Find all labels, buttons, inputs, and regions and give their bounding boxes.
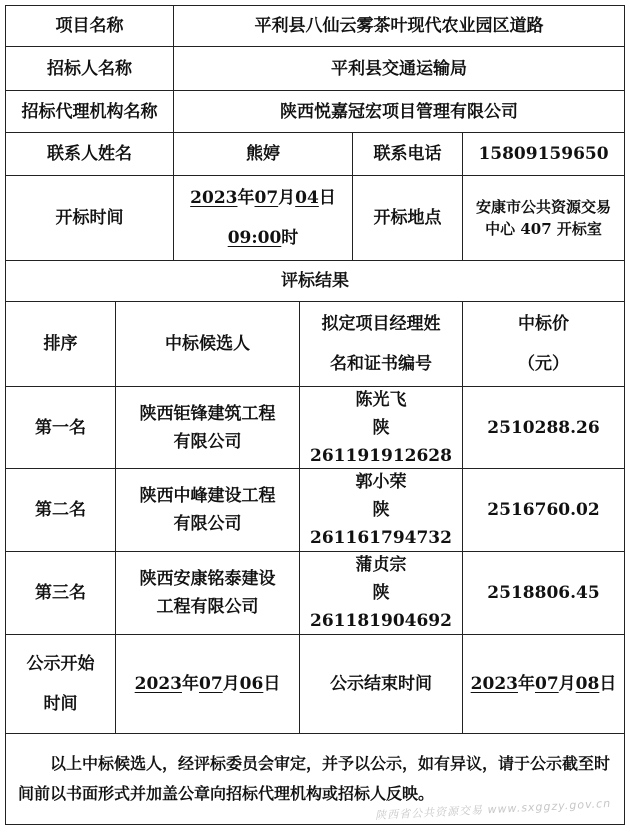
candidate-2-price: 2516760.02	[462, 468, 625, 552]
bid-result-table	[5, 5, 625, 825]
candidate-3-company	[115, 551, 300, 635]
open-place-label: 开标地点	[352, 175, 463, 261]
phone-value: 15809159650	[462, 132, 625, 176]
open-hour: 09:00	[227, 228, 282, 248]
day-unit: 日	[318, 188, 336, 208]
publicity-end-label: 公示结束时间	[299, 634, 463, 734]
candidate-3-cert: 陕 261181904692	[310, 583, 452, 631]
candidate-2-manager	[299, 468, 463, 552]
notice-text: 以上中标候选人，经评标委员会审定，并予以公示，如有异议，请于公示截至时间前以书面形式并加盖公章向招标代理机构或招标人反映。	[5, 733, 625, 825]
candidate-3-company-line2: 工程有限公司	[156, 597, 259, 617]
start-day: 06	[239, 674, 264, 694]
candidate-2-company	[115, 468, 300, 552]
candidate-1-cert: 陕 261191912628	[310, 417, 452, 466]
open-month: 07	[254, 188, 279, 208]
candidate-2-manager-name: 郭小荣	[355, 472, 407, 492]
tenderer-value: 平利县交通运输局	[173, 46, 625, 91]
project-name-value: 平利县八仙云雾茶叶现代农业园区道路	[173, 5, 625, 47]
candidate-1-company-line1: 陕西钜锋建筑工程	[139, 403, 276, 424]
start-year-unit: 年	[181, 674, 199, 694]
open-hour-line	[228, 224, 299, 252]
candidate-2-company-line2: 有限公司	[173, 514, 242, 534]
open-place-value: 安康市公共资源交易中心 407 开标室	[462, 175, 625, 261]
candidate-1-manager-name: 陈光飞	[355, 389, 407, 410]
year-unit: 年	[237, 188, 255, 208]
rank-2: 第二名	[5, 468, 116, 552]
publicity-start-label-line2: 时间	[43, 694, 78, 714]
header-manager	[299, 301, 463, 387]
open-day: 04	[295, 188, 319, 208]
candidate-1-manager	[299, 386, 463, 469]
end-month: 07	[534, 674, 559, 694]
agency-label: 招标代理机构名称	[5, 90, 174, 133]
rank-1: 第一名	[5, 386, 116, 469]
header-price-line1: 中标价	[518, 314, 569, 334]
contact-value: 熊婷	[173, 132, 353, 176]
project-name-label: 项目名称	[5, 5, 174, 47]
candidate-2-cert: 陕 261161794732	[310, 500, 452, 548]
open-time-label: 开标时间	[5, 175, 174, 261]
publicity-start-label	[5, 634, 116, 734]
candidate-3-manager	[299, 551, 463, 635]
publicity-start-label-line1: 公示开始	[26, 654, 95, 674]
header-price	[462, 301, 625, 387]
open-date	[190, 184, 336, 212]
candidate-3-company-line1: 陕西安康铭泰建设	[139, 569, 276, 589]
header-rank: 排序	[5, 301, 116, 387]
start-month-unit: 月	[222, 674, 240, 694]
candidate-1-price: 2510288.26	[462, 386, 625, 469]
end-year: 2023	[470, 674, 518, 694]
header-manager-line1: 拟定项目经理姓	[321, 314, 441, 334]
watermark: 陕西省公共资源交易 www.sxggzy.gov.cn	[374, 796, 612, 823]
end-year-unit: 年	[517, 674, 535, 694]
end-day-unit: 日	[599, 674, 617, 694]
start-year: 2023	[134, 674, 182, 694]
candidate-2-company-line1: 陕西中峰建设工程	[139, 486, 276, 506]
tenderer-label: 招标人名称	[5, 46, 174, 91]
publicity-start-date	[115, 634, 300, 734]
end-month-unit: 月	[558, 674, 576, 694]
open-year: 2023	[190, 188, 238, 208]
open-time-value	[173, 175, 353, 261]
contact-label: 联系人姓名	[5, 132, 174, 176]
start-month: 07	[198, 674, 223, 694]
header-price-line2: （元）	[518, 354, 569, 374]
candidate-1-company	[115, 386, 300, 469]
publicity-end-date	[462, 634, 625, 734]
header-manager-line2: 名和证书编号	[330, 354, 432, 374]
phone-label: 联系电话	[352, 132, 463, 176]
month-unit: 月	[278, 188, 296, 208]
start-day-unit: 日	[263, 674, 281, 694]
end-day: 08	[575, 674, 600, 694]
result-title: 评标结果	[5, 260, 625, 302]
rank-3: 第三名	[5, 551, 116, 635]
hour-unit: 时	[281, 228, 299, 248]
candidate-1-company-line2: 有限公司	[173, 431, 242, 452]
candidate-3-manager-name: 蒲贞宗	[355, 555, 407, 575]
agency-value: 陕西悦嘉冠宏项目管理有限公司	[173, 90, 625, 133]
candidate-3-price: 2518806.45	[462, 551, 625, 635]
header-candidate: 中标候选人	[115, 301, 300, 387]
